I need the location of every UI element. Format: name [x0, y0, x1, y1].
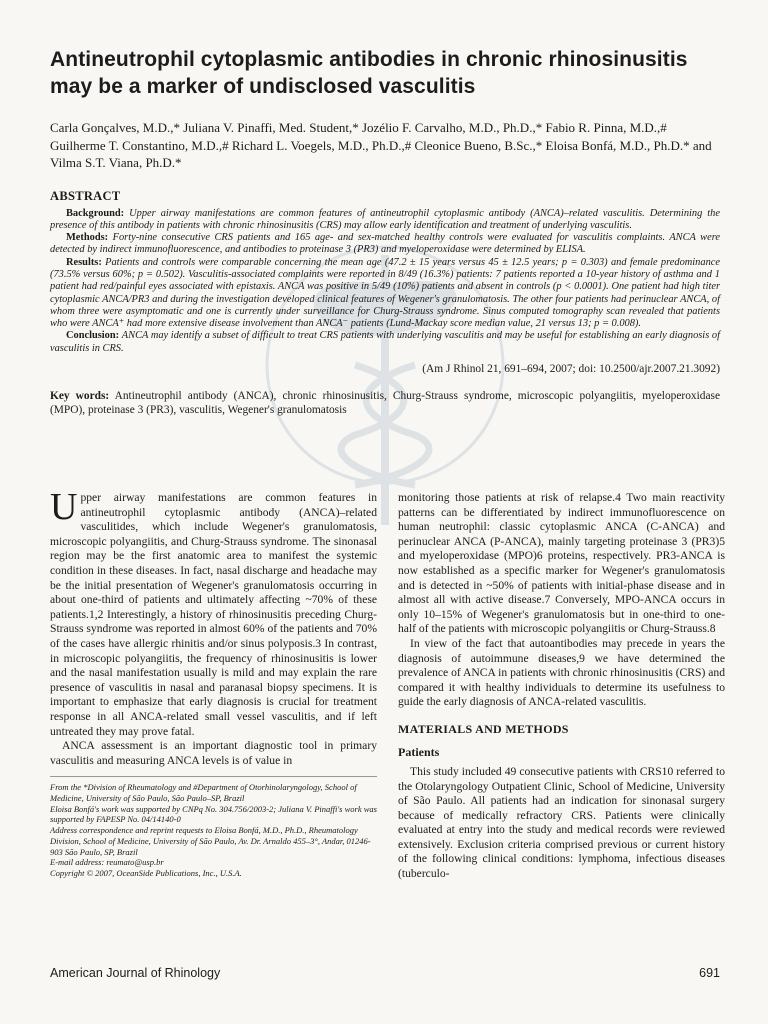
methods-heading: MATERIALS AND METHODS: [398, 721, 569, 736]
abstract-heading: ABSTRACT: [50, 188, 121, 203]
footnote-copyright: Copyright © 2007, OceanSide Publications, Inc., U.S.A.: [50, 867, 242, 878]
abstract-background: Background: Upper airway manifestations are common features of antineutrophil cytoplasmic antibody (ANCA)–related vasculitis. Determining the presence of this antibody in patients with chronic rhinosinusitis (CRS) may allow early identification and treatment of underlying vasculitis.: [50, 207, 720, 231]
article-page: [50, 46, 725, 881]
author-list: Carla Gonçalves, M.D.,* Juliana V. Pinaffi, Med. Student,* Jozélio F. Carvalho, M.D., Ph.D.,* Fabio R. Pinna, M.D.,# Guilherme T. Constantino, M.D.,# Richard L. Voegels, M.D., Ph.D.,# Cleonice Bueno, B.Sc.,* Eloisa Bonfá, M.D., Ph.D.* and Vilma S.T. Viana, Ph.D.*: [50, 120, 712, 170]
keywords-text: Antineutrophil antibody (ANCA), chronic rhinosinusitis, Churg-Strauss syndrome, microscopic polyangiitis, myeloperoxidase (MPO), proteinase 3 (PR3), vasculitis, Wegener's granulomatosis: [50, 390, 721, 417]
right-paragraph-1: monitoring those patients at risk of relapse.4 Two main reactivity patterns can be differentiated by indirect immunofluorescence on human neutrophil: classic cytoplasmic ANCA (C-ANCA) and perinuclear ANCA (P-ANCA), mainly targeting proteinase 3 (PR3)5 and myeloperoxidase (MPO)6 proteins, respectively. PR3-ANCA is now established as a specific marker for Wegener's granulomatosis and is detected in ~50% of patients with initial-phase disease and in almost all with active disease.7 Conversely, MPO-ANCA occurs in only 10–15% of Wegener's granulomatosis but in one-third to one-half of the patients with microscopic polyangiitis or Churg-Strauss.8: [398, 491, 725, 636]
patients-paragraph: This study included 49 consecutive patients with CRS10 referred to the Otolaryngology Outpatient Clinic, School of Medicine, University of São Paulo. All patients had an indication for sinonasal surgery because of medically refractory CRS. Patients were clinically evaluated at entry into the study and medical records were reviewed extensively. Exclusion criteria comprised previous or current history of the following clinical conditions: lymphoma, infectious diseases (tuberculo-: [398, 764, 725, 881]
footnote-email: E-mail address: reumato@usp.br: [50, 857, 164, 868]
abstract-methods: Methods: Forty-nine consecutive CRS patients and 165 age- and sex-matched healthy controls were evaluated for vasculitis complaints. ANCA were detected by indirect immunofluorescence, and antibodies to proteinase 3 (PR3) and myeloperoxidase were determined by ELISA.: [50, 232, 720, 256]
keywords: [50, 389, 720, 417]
patients-heading: Patients: [398, 744, 440, 759]
footnote-affiliation: From the *Division of Rheumatology and #Department of Otorhinolaryngology, School of Medicine, University of São Paulo, São Paulo–SP, Brazil: [50, 782, 357, 803]
footnote-correspondence: Address correspondence and reprint requests to Eloisa Bonfá, M.D., Ph.D., Rheumatology Division, School of Medicine, University of São Paulo, Av. Dr. Arnaldo 455–3°, Andar, 01246-903 São Paulo, SP, Brazil: [50, 825, 371, 857]
drop-cap: U: [50, 486, 78, 528]
right-paragraph-2: In view of the fact that autoantibodies may precede in years the diagnosis of autoimmune diseases,9 we have determined the prevalence of ANCA in patients with chronic rhinosinusitis (CRS) and compared it with healthy individuals to determine its usefulness to guide the early diagnosis of ANCA-related vasculitis.: [398, 636, 725, 709]
body-columns: [50, 486, 725, 991]
page-number: 691: [699, 966, 720, 980]
intro-paragraph-2: ANCA assessment is an important diagnostic tool in primary vasculitis and measuring ANCA levels is of value in: [50, 739, 377, 767]
abstract-results: Results: Patients and controls were comparable concerning the mean age (47.2 ± 15 years versus 45 ± 12.5 years; p = 0.303) and female predominance (73.5% versus 60%; p = 0.502). Vasculitis-associated complaints were reported in 8/49 (16.3%) patients: 7 patients reported a 10-year history of asthma and 1 patient had red/painful eyes associated with epistaxis. ANCA was positive in 5/49 (10%) patients and absent in controls (p < 0.0001). One patient had high titer cytoplasmic ANCA/PR3 and during the investigation developed clinical features of Wegener's granulomatosis. The other four patients had perinuclear ANCA, of whom three were asymptomatic and one is currently under surveillance for Churg-Strauss syndrome. Sinus computed tomography scan revealed that patients who were ANCA⁺ had more extensive disease involvement than ANCA⁻ patients (Lund-Mackay score median value, 21 versus 13; p = 0.008).: [50, 256, 720, 330]
right-column: [398, 491, 725, 882]
left-column: [50, 486, 377, 879]
abstract-conclusion: Conclusion: ANCA may identify a subset of difficult to treat CRS patients with underlying vasculitis and may be useful for establishing an early diagnosis of vasculitis in CRS.: [50, 330, 720, 354]
intro-paragraph-1: Upper airway manifestations are common features in antineutrophil cytoplasmic antibody (ANCA)–related vasculitides, which include Wegener's granulomatosis, microscopic polyangiitis, and Churg-Strauss syndrome. The sinonasal region may be the first anatomic area to manifest the systemic condition in these diseases. In fact, nasal discharge and headache may be the initial presentation of Wegener's granulomatosis occurring in about one-third of patients and ultimately affecting ~70% of these patients.1,2 Interestingly, a history of rhinosinusitis preceding Churg-Strauss syndrome was reported in almost 60% of the patients and 70% of the cases have allergic rhinitis and/or sinus polyposis.3 In contrast, in microscopic polyangiitis, the frequency of rhinosinusitis is lower and the nasal manifestation usually is mild and may explain the rare presence of vasculitis in nasal and paranasal biopsy specimens. It is important to emphasize that early diagnosis is crucial for treatment response in all ANCA-related small vessel vasculitis, and if left untreated they may prove fatal.: [50, 486, 377, 738]
keywords-label: Key words:: [50, 390, 110, 403]
abstract: [50, 208, 720, 376]
footnote-funding: Eloisa Bonfá's work was supported by CNPq No. 304.756/2003-2; Juliana V. Pinaffi's work was supported by FAPESP No. 04/14140-0: [50, 803, 377, 825]
citation: (Am J Rhinol 21, 691–694, 2007; doi: 10.2500/ajr.2007.21.3092): [422, 363, 720, 376]
footnotes: [50, 776, 377, 878]
article-title: Antineutrophil cytoplasmic antibodies in chronic rhinosinusitis may be a marker of undisclosed vasculitis: [50, 48, 688, 98]
journal-name: American Journal of Rhinology: [50, 966, 221, 980]
